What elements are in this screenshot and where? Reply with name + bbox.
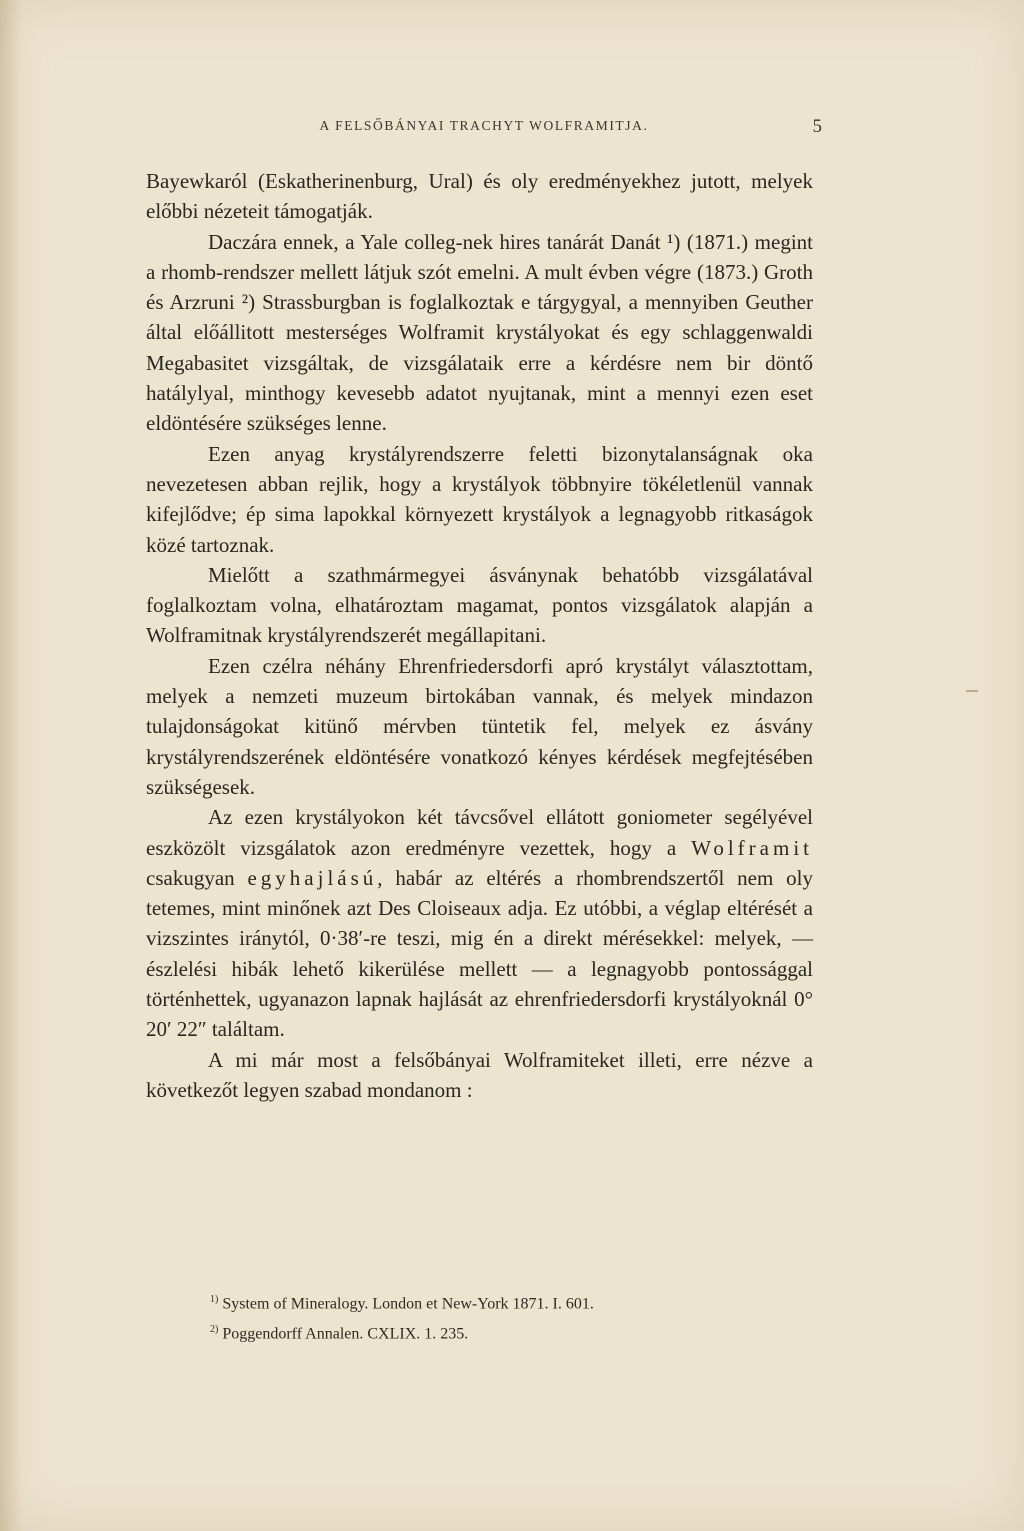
paragraph-6-part-2: csakugyan [146,865,248,890]
page-number: 5 [812,116,822,137]
spaced-term-egyhajlasu: egyhajlású [247,865,378,890]
paragraph-7: A mi már most a felsőbányai Wolframiteket illeti, erre nézve a következőt legyen szabad mondanom : [146,1047,813,1102]
page-header [146,118,822,140]
footnote-2-mark: 2) [210,1324,219,1336]
paragraph-5: Ezen czélra néhány Ehrenfriedersdorfi apró krystályt választottam, melyek a nemzeti muzeum birtokában vannak, és melyek mindazon tulajdonságokat kitünő mérvben tüntetik fel, melyek ez ásvány krystályrendszerének eldöntésére vonatkozó kényes kérdések megfejtésében szükségesek. [146,653,813,799]
body-text [146,166,813,1105]
spaced-term-wolframit: Wolframit [691,835,813,860]
footnote-1-text: System of Mineralogy. London et New-York 1871. I. 601. [222,1295,594,1313]
paragraph-6-part-1: Az ezen krystályokon két távcsővel ellátott goniometer segélyével eszközölt vizsgálatok azon eredményre vezettek, hogy a [146,805,813,860]
paragraph-1: Bayewkaról (Eskatherinenburg, Ural) és oly eredményekhez jutott, melyek előbbi nézeteit támogatják. [146,169,813,224]
footnotes [210,1287,810,1348]
paragraph-4: Mielőtt a szathmármegyei ásványnak behatóbb vizsgálatával foglalkoztam volna, elhatároztam magamat, pontos vizsgálatok alapján a Wolframitnak krystályrendszerét megállapitani. [146,562,813,648]
footnote-2-text: Poggendorff Annalen. CXLIX. 1. 235. [222,1325,469,1343]
margin-mark [966,690,978,692]
paragraph-6-part-3: , habár az eltérés a rhombrendszertől nem oly tetemes, mint minőnek azt Des Cloiseaux adja. Ez utóbbi, a véglap eltérését a vizszintes iránytól, 0·38′-re teszi, mig én a direkt mérésekkel: melyek, — észlelési hibák lehető kikerülése mellett — a legnagyobb pontossággal történhettek, ugyanazon lapnak hajlását az ehrenfriedersdorfi krystályoknál 0° 20′ 22″ találtam. [146,865,813,1042]
footnote-1-mark: 1) [210,1294,219,1305]
paragraph-3: Ezen anyag krystályrendszerre feletti bizonytalanságnak oka nevezetesen abban rejlik, hogy a krystályok többnyire tökéletlenül vannak kifejlődve; ép sima lapokkal környezett krystályok a legnagyobb ritkaságok közé tartoznak. [146,441,813,557]
footnote-1 [210,1287,810,1317]
paragraph-6 [146,802,813,1044]
paragraph-2: Daczára ennek, a Yale colleg-nek hires tanárát Danát ¹) (1871.) megint a rhomb-rendszer mellett látjuk szót emelni. A mult évben végre (1873.) Groth és Arzruni ²) Strassburgban is foglalkoztak e tárgygyal, a mennyiben Geuther által előállitott mesterséges Wolframit krystályokat és egy schlaggenwaldi Megabasitet vizsgáltak, de vizsgálataik erre a kérdésre nem bir döntő hatálylyal, minthogy kevesebb adatot nyujtanak, mint a mennyi ezen eset eldöntésére szükséges lenne. [146,229,813,436]
running-title: A FELSŐBÁNYAI TRACHYT WOLFRAMITJA. [319,118,649,133]
footnote-2 [210,1317,810,1347]
